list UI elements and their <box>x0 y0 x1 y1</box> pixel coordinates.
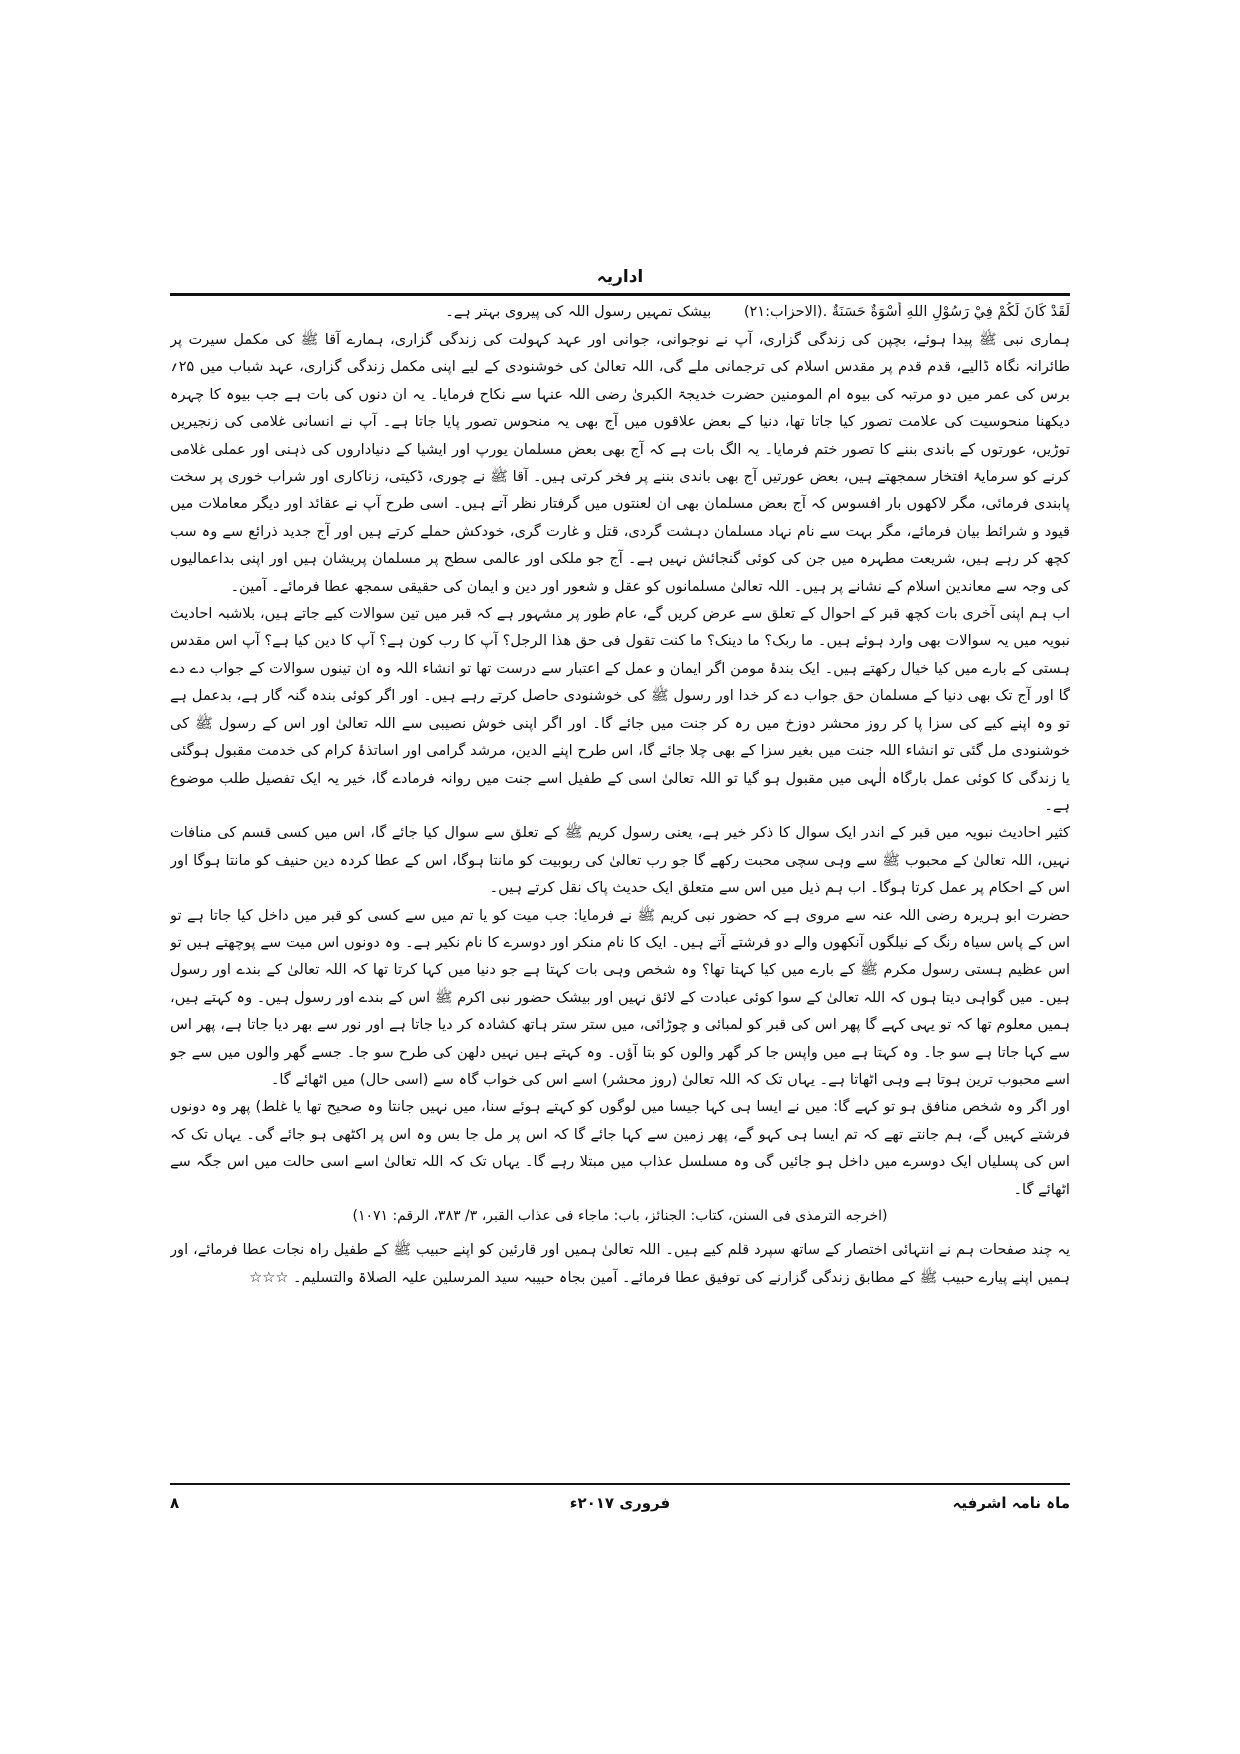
paragraph: اور اگر وہ شخص منافق ہو تو کہے گا: میں نے ایسا ہی کہا جیسا میں لوگوں کو کہتے ہوئے سنا، میں نہیں جانتا وہ صحیح تھا یا غلط) پھر وہ دونوں فرشتے کہیں گے، ہم جانتے تھے کہ تم ایسا ہی کہو گے، پھر زمین سے کہا جائے گا کہ اس پر مل جا بس وہ اس پر اکٹھی ہو جائے گی۔ یہاں تک کہ اس کی پسلیاں ایک دوسرے میں داخل ہو جائیں گی وہ مسلسل عذاب میں مبتلا رہے گا۔ یہاں تک کہ اللہ تعالیٰ اسے اسی حالت میں اس جگہ سے اٹھائے گا۔ <box>170 1098 1070 1198</box>
article-body <box>170 326 1070 1476</box>
page-title: اداریہ <box>596 267 644 287</box>
closing-paragraph: یہ چند صفحات ہم نے انتہائی اختصار کے ساتھ سپرد قلم کیے ہیں۔ اللہ تعالیٰ ہمیں اور قارئین کو اپنے حبیب ﷺ کے طفیل راہ نجات عطا فرمائے، اور ہمیں اپنے پیارے حبیب ﷺ کے مطابق زندگی گزارنے کی توفیق عطا فرمائے۔ آمین بجاہ حبیبہ سید المرسلین علیہ الصلاۃ والتسلیم۔ ☆☆☆ <box>170 1241 1070 1286</box>
paragraph: حضرت ابو ہریرہ رضی اللہ عنہ سے مروی ہے کہ حضور نبی کریم ﷺ نے فرمایا: جب میت کو یا تم میں سے کسی کو قبر میں داخل کیا جاتا ہے تو اس کے پاس سیاہ رنگ کے نیلگوں آنکھوں والے دو فرشتے آتے ہیں۔ ایک کا نام منکر اور دوسرے کا نام نکیر ہے۔ وہ دونوں اس میت سے پوچھتے ہیں تو اس عظیم ہستی رسول مکرم ﷺ کے بارے میں کیا کہتا تھا؟ وہ شخص وہی بات کہتا ہے جو دنیا میں کہا کرتا تھا کہ اللہ تعالیٰ کے بندے اور رسول ہیں۔ میں گواہی دیتا ہوں کہ اللہ تعالیٰ کے سوا کوئی عبادت کے لائق نہیں اور بیشک حضور نبی اکرم ﷺ اس کے بندے اور رسول ہیں۔ وہ کہتے ہیں، ہمیں معلوم تھا کہ تو یہی کہے گا پھر اس کی قبر کو لمبائی و چوڑائی، میں ستر ستر ہاتھ کشادہ کر دیا جاتا ہے اور نور سے بھر دیا جاتا ہے، پھر اس سے کہا جاتا ہے سو جا۔ وہ کہتا ہے میں واپس جا کر گھر والوں کو بتا آؤں۔ وہ کہتے ہیں نہیں دلھن کی طرح سو جا۔ جسے گھر والوں میں سے جو اسے محبوب ترین ہوتا ہے وہی اٹھاتا ہے۔ یہاں تک کہ اللہ تعالیٰ (روز محشر) اسے اس کی خواب گاہ سے (اسی حال) میں اٹھائے گا۔ <box>170 906 1070 1088</box>
verse-arabic: لَقَدْ كَانَ لَكُمْ فِيْ رَسُوْلِ اللهِ أُسْوَةٌ حَسَنَةٌ .(الاحزاب:۲۱) <box>743 304 1070 320</box>
quran-verse <box>170 302 1070 322</box>
page-footer <box>170 1490 1070 1516</box>
paragraph: ہماری نبی ﷺ پیدا ہوئے، بچپن کی زندگی گزاری، آپ نے نوجوانی، جوانی اور عہد کہولت کی زندگی گزاری، ہمارے آقا ﷺ کی مکمل سیرت پر طائرانہ نگاہ ڈالیے، قدم قدم پر مقدس اسلام کی ترجمانی ملے گی، اللہ تعالیٰ کی خوشنودی کے لیے اپنی مکمل زندگی گزاری، عہد شباب میں ۲۵؍ برس کی عمر میں دو مرتبہ کی بیوہ ام المومنین حضرت خدیجۃ الکبریٰ رضی اللہ عنہا سے نکاح فرمایا۔ یہ ان دنوں کی بات ہے جب بیوہ کا چہرہ دیکھنا منحوسیت کی علامت تصور کیا جاتا تھا، دنیا کے بعض علاقوں میں آج بھی یہ منحوس تصور پایا جاتا ہے۔ آپ نے انسانی غلامی کی زنجیریں توڑیں، عورتوں کے باندی بننے کا تصور ختم فرمایا۔ یہ الگ بات ہے کہ آج بھی بعض مسلمان یورپ اور ایشیا کے دنیاداروں کی ذہنی اور عملی غلامی کرنے کو سرمایۂ افتخار سمجھتے ہیں، بعض عورتیں آج بھی باندی بننے پر فخر کرتی ہیں۔ آقا ﷺ نے چوری، ڈکیتی، زناکاری اور شراب خوری پر سخت پابندی فرمائی، مگر لاکھوں بار افسوس کہ آج بعض مسلمان بھی ان لعنتوں میں گرفتار نظر آتے ہیں۔ اسی طرح آپ نے عقائد اور دیگر معاملات میں قیود و شرائط بیان فرمائے، مگر بہت سے نام نہاد مسلمان دہشت گردی، قتل و غارت گری، خودکش حملے کرتے ہیں اور آج جدید ذرائع سے وہ سب کچھ کر رہے ہیں، شریعت مطہرہ میں جن کی کوئی گنجائش نہیں ہے۔ آج جو ملکی اور عالمی سطح پر مسلمان پریشان ہیں اور اپنی بداعمالیوں کی وجہ سے معاندین اسلام کے نشانے پر ہیں۔ اللہ تعالیٰ مسلمانوں کو عقل و شعور اور دین و ایمان کی حقیقی سمجھ عطا فرمائے۔ آمین۔ <box>170 331 1070 595</box>
document-page <box>170 264 1070 1514</box>
paragraph: اب ہم اپنی آخری بات کچھ قبر کے احوال کے تعلق سے عرض کریں گے، عام طور پر مشہور ہے کہ قبر میں تین سوالات کیے جاتے ہیں، بلاشبہ احادیث نبویہ میں یہ سوالات بھی وارد ہوئے ہیں۔ ما ربک؟ ما دینک؟ ما کنت تقول فی حق هذا الرجل؟ آپ کا رب کون ہے؟ آپ کا دین کیا ہے؟ آپ اس مقدس ہستی کے بارے میں کیا خیال رکھتے ہیں۔ ایک بندۂ مومن اگر ایمان و عمل کے اعتبار سے درست تھا تو انشاء اللہ وہ ان تینوں سوالات کے جواب دے دے گا اور آج تک بھی دنیا کے مسلمان حق جواب دے کر خدا اور رسول ﷺ کی خوشنودی حاصل کرتے رہے ہیں۔ اور اگر کوئی بندہ گنہ گار ہے، بدعمل ہے تو وہ اپنے کیے کی سزا پا کر روز محشر دوزخ میں رہ کر جنت میں جائے گا۔ اور اگر اپنی خوش نصیبی سے اللہ تعالیٰ اور اس کے رسول ﷺ کی خوشنودی مل گئی تو انشاء اللہ جنت میں بغیر سزا کے بھی چلا جائے گا، اس طرح اپنے الدین، مرشد گرامی اور اساتذۂ کرام کی خدمت مقبول ہوگئی یا زندگی کا کوئی عمل بارگاہ الٰہی میں مقبول ہو گیا تو اللہ تعالیٰ اسی کے طفیل اسے جنت میں روانہ فرمادے گا، خیر یہ ایک تفصیل طلب موضوع ہے۔ <box>170 605 1070 814</box>
magazine-name: ماہ نامہ اشرفیہ <box>952 1494 1070 1512</box>
page-number: ۸ <box>170 1494 180 1512</box>
issue-date: فروری ۲۰۱۷ء <box>569 1494 671 1512</box>
verse-translation: بیشک تمہیں رسول اللہ کی پیروی بہتر ہے۔ <box>445 304 712 320</box>
hadith-citation: (اخرجه الترمذی فی السنن، کتاب: الجنائز، باب: ماجاء فی عذاب القبر، ۳/ ۳۸۳، الرقم: ۱۰۷۱) <box>352 1208 888 1224</box>
header-rule <box>170 293 1070 296</box>
footer-rule <box>170 1483 1070 1485</box>
paragraph: کثیر احادیث نبویہ میں قبر کے اندر ایک سوال کا ذکر خیر ہے، یعنی رسول کریم ﷺ کے تعلق سے سوال کیا جائے گا، اس میں کسی قسم کی منافات نہیں، اللہ تعالیٰ کے محبوب ﷺ سے وہی سچی محبت رکھے گا جو رب تعالیٰ کی ربوبیت کو مانتا ہوگا، اس کے عطا کردہ دین حنیف کو مانتا ہوگا اور اس کے احکام پر عمل کرتا ہوگا۔ اب ہم ذیل میں اس سے متعلق ایک حدیث پاک نقل کرتے ہیں۔ <box>170 824 1070 897</box>
